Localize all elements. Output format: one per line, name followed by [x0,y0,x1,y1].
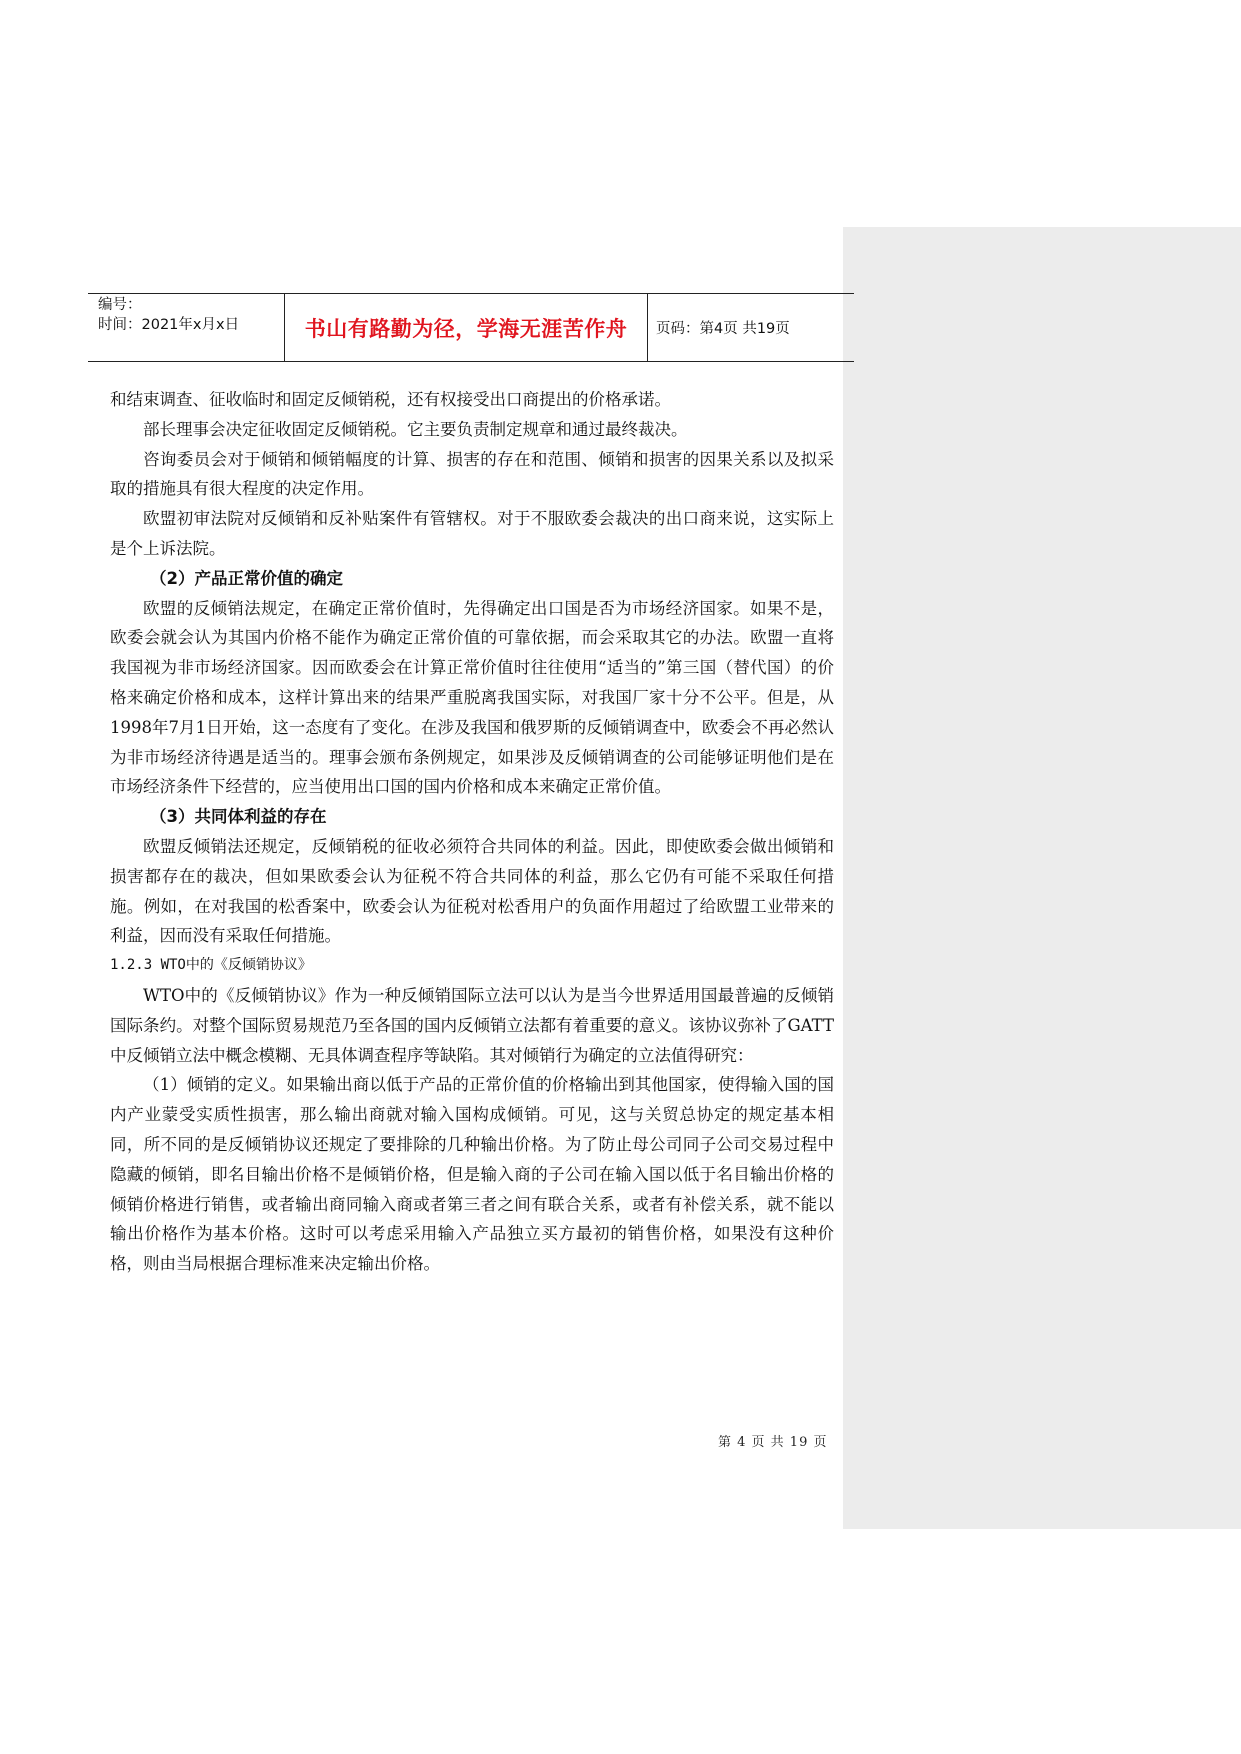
body-paragraph: 咨询委员会对于倾销和倾销幅度的计算、损害的存在和范围、倾销和损害的因果关系以及拟采取的措施具有很大程度的决定作用。 [110,449,834,499]
page-footer: 第 4 页 共 19 页 [718,1435,828,1450]
header-number-label: 编号： [98,297,142,313]
comment-pane [843,227,1241,1529]
body-paragraph: （1）倾销的定义。如果输出商以低于产品的正常价值的价格输出到其他国家，使得输入国的国内产业蒙受实质性损害，那么输出商就对输入国构成倾销。可见，这与关贸总协定的规定基本相同，所不同的是反倾销协议还规定了要排除的几种输出价格。为了防止母公司同子公司交易过程中隐藏的倾销，即名目输出价格不是倾销价格，但是输入商的子公司在输入国以低于名目输出价格的倾销价格进行销售，或者输出商同输入商或者第三者之间有联合关系，或者有补偿关系，就不能以输出价格作为基本价格。这时可以考虑采用输入产品独立买方最初的销售价格，如果没有这种价格，则由当局根据合理标准来决定输出价格。 [110,1075,834,1274]
document-header [88,293,854,362]
header-motto: 书山有路勤为径，学海无涯苦作舟 [304,316,628,341]
header-time-label: 时间：2021年x月x日 [98,317,240,333]
body-paragraph: 欧盟反倾销法还规定，反倾销税的征收必须符合共同体的利益。因此，即使欧委会做出倾销和损害都存在的裁决，但如果欧委会认为征税不符合共同体的利益，那么它仍有可能不采取任何措施。例如，在对我国的松香案中，欧委会认为征税对松香用户的负面作用超过了给欧盟工业带来的利益，因而没有采取任何措施。 [110,836,834,946]
subsection-heading: （3）共同体利益的存在 [150,807,327,827]
header-right-cell [648,294,854,361]
body-paragraph: 欧盟初审法院对反倾销和反补贴案件有管辖权。对于不服欧委会裁决的出口商来说，这实际上是个上诉法院。 [110,509,834,558]
document-body [110,385,834,1279]
body-paragraph: 和结束调查、征收临时和固定反倾销税，还有权接受出口商提出的价格承诺。 [110,390,671,409]
header-left-cell [88,294,284,361]
section-heading: 1.2.3 WTO中的《反倾销协议》 [110,957,312,974]
header-page-code: 页码：第4页 共19页 [656,321,790,337]
body-paragraph: WTO中的《反倾销协议》作为一种反倾销国际立法可以认为是当今世界适用国最普遍的反倾销国际条约。对整个国际贸易规范乃至各国的国内反倾销立法都有着重要的意义。该协议弥补了GATT中反倾销立法中概念模糊、无具体调查程序等缺陷。其对倾销行为确定的立法值得研究： [110,985,834,1065]
subsection-heading: （2）产品正常价值的确定 [150,568,343,588]
header-middle-cell [284,294,648,361]
body-paragraph: 部长理事会决定征收固定反倾销税。它主要负责制定规章和通过最终裁决。 [143,419,688,439]
body-paragraph: 欧盟的反倾销法规定，在确定正常价值时，先得确定出口国是否为市场经济国家。如果不是，欧委会就会认为其国内价格不能作为确定正常价值的可靠依据，而会采取其它的办法。欧盟一直将我国视为非市场经济国家。因而欧委会在计算正常价值时往往使用“适当的”第三国（替代国）的价格来确定价格和成本，这样计算出来的结果严重脱离我国实际，对我国厂家十分不公平。但是，从1998年7月1日开始，这一态度有了变化。在涉及我国和俄罗斯的反倾销调查中，欧委会不再必然认为非市场经济待遇是适当的。理事会颁布条例规定，如果涉及反倾销调查的公司能够证明他们是在市场经济条件下经营的，应当使用出口国的国内价格和成本来确定正常价值。 [110,598,834,797]
